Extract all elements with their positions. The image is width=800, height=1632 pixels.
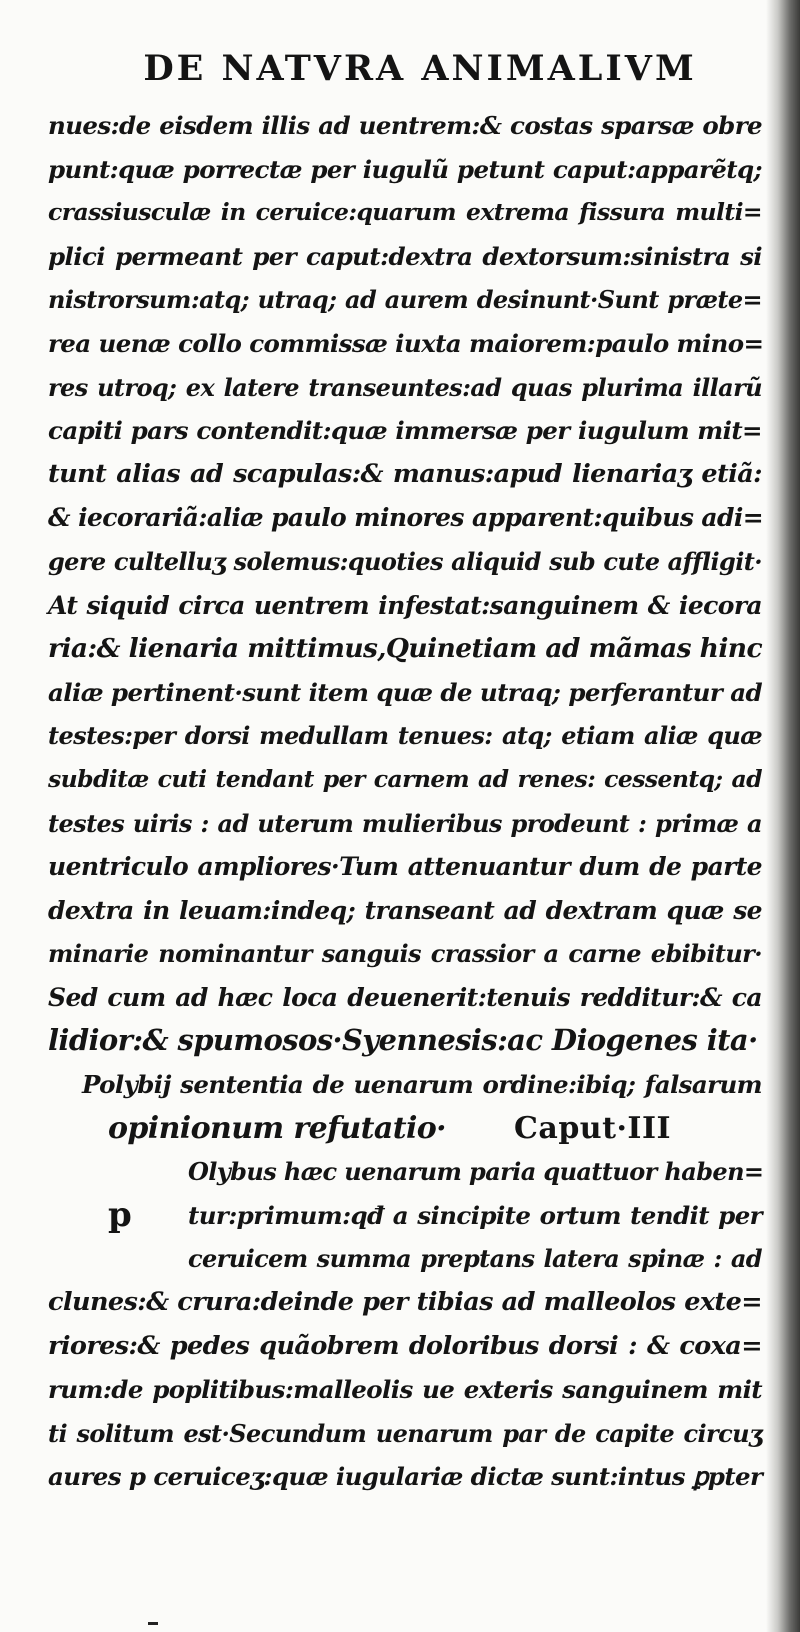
text-line: ria:& lienaria mittimus,Quinetiam ad mãmas hinc [48, 633, 762, 665]
chapter-opening [48, 1150, 762, 1281]
binding-shadow [766, 0, 800, 1632]
text-line: tur:primum:qđ a sincipite ortum tendit per [188, 1200, 762, 1230]
text-line: subditæ cuti tendant per carnem ad renes: cessentq; ad [48, 764, 762, 793]
text-line: minarie nominantur sanguis crassior a carne ebibitur· [48, 939, 762, 969]
text-line: At siquid circa uentrem infestat:sanguinem & iecora [48, 590, 762, 620]
text-line: Olybus hæc uenarum paria quattuor haben= [188, 1157, 764, 1187]
text-line: gere cultelluʒ solemus:quoties aliquid sub cute affligit· [48, 546, 762, 576]
text-line: ti solitum est·Secundum uenarum par de capite circuʒ [48, 1418, 762, 1448]
text-line: punt:quæ porrectæ per iugulũ petunt caput:apparẽtq; [48, 154, 762, 184]
text-line: nues:de eisdem illis ad uentrem:& costas sparsæ obre [48, 111, 762, 140]
text-block [48, 104, 762, 1499]
text-line: rea uenæ collo commissæ iuxta maiorem:paulo mino= [48, 328, 764, 358]
chapter-heading-line-2 [48, 1107, 762, 1151]
text-line: aures p ceruiceʒ:quæ iugulariæ dictæ sunt:intus ꝑpter [48, 1462, 763, 1492]
chapter-number: Caput·III [514, 1110, 672, 1146]
text-line: lidior:& spumosos·Syennesis:ac Diogenes ita· [48, 1023, 758, 1058]
text-line: testes:per dorsi medullam tenues: atq; etiam aliæ quæ [48, 721, 762, 751]
ink-mark [148, 1622, 158, 1625]
text-line: clunes:& crura:deinde per tibias ad malleolos exte= [48, 1287, 762, 1318]
running-head: DE NATVRA ANIMALIVM [143, 48, 697, 89]
text-line: uentriculo ampliores·Tum attenuantur dum de parte [48, 852, 762, 882]
text-line: nistrorsum:atq; utraq; ad aurem desinunt·Sunt præte= [48, 285, 762, 315]
text-line: dextra in leuam:indeq; transeant ad dextram quæ se [48, 895, 762, 925]
text-line: plici permeant per caput:dextra dextorsum:sinistra si [48, 241, 762, 271]
text-line: & iecorariã:aliæ paulo minores apparent:quibus adi= [48, 503, 764, 533]
text-line: rum:de poplitibus:malleolis ue exteris sanguinem mit [48, 1375, 762, 1405]
text-line: res utroq; ex latere transeuntes:ad quas plurima illarũ [48, 372, 762, 402]
text-line: testes uiris : ad uterum mulieribus prodeunt : primæ a [48, 808, 762, 838]
text-line: crassiusculæ in ceruice:quarum extrema fissura multi= [48, 198, 762, 227]
text-line: Sed cum ad hæc loca deuenerit:tenuis redditur:& ca [48, 982, 762, 1012]
text-line: ceruicem summa preptans latera spinæ : ad [188, 1244, 762, 1274]
text-line: aliæ pertinent·sunt item quæ de utraq; perferantur ad [48, 677, 762, 707]
chapter-heading-text: opinionum refutatio· [108, 1110, 447, 1146]
text-line: capiti pars contendit:quæ immersæ per iugulum mit= [48, 416, 762, 446]
text-line: tunt alias ad scapulas:& manus:apud lienariaʒ etiã: [48, 458, 762, 489]
chapter-heading-line-1: Polybij sententia de uenarum ordine:ibiq; falsarum [82, 1070, 762, 1100]
text-line: riores:& pedes quãobrem doloribus dorsi : & coxa= [48, 1330, 762, 1361]
drop-initial: p [108, 1195, 132, 1236]
